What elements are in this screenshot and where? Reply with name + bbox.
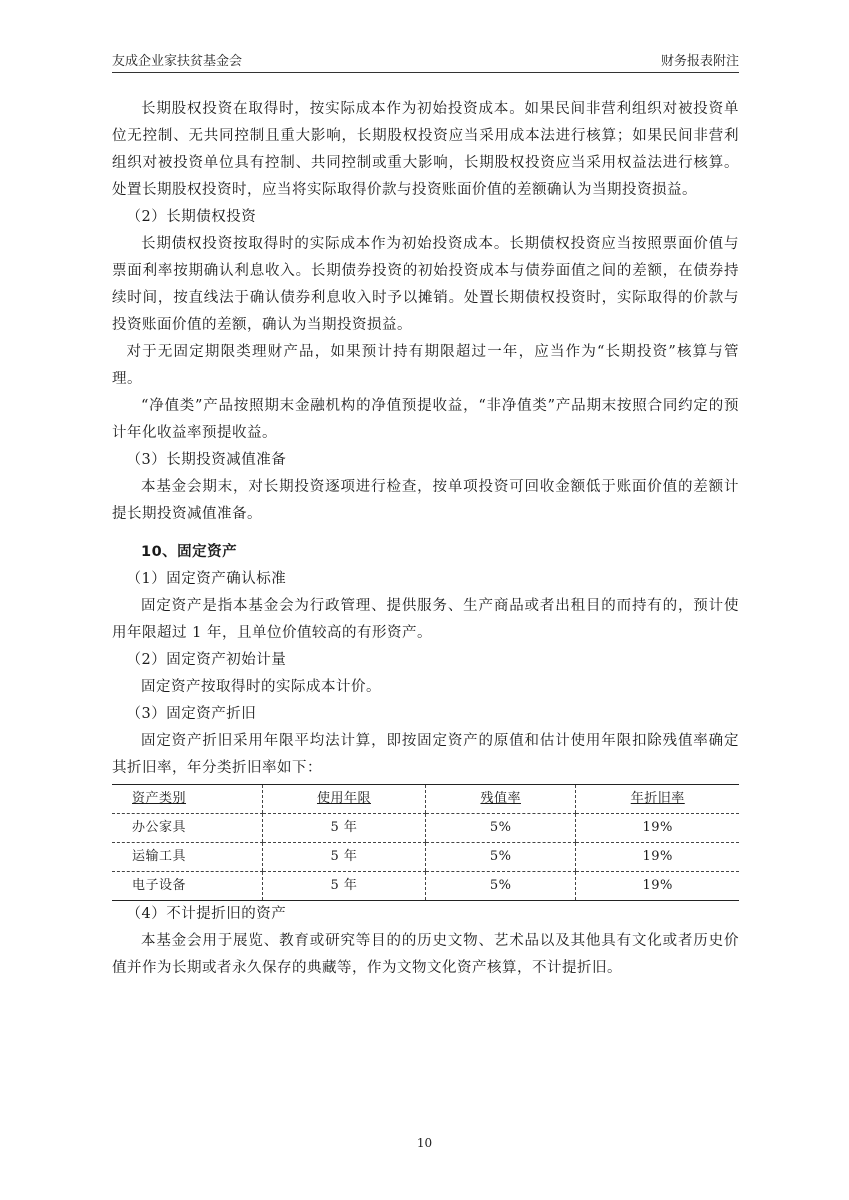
paragraph-wealth-products: 对于无固定期限类理财产品，如果预计持有期限超过一年，应当作为“长期投资”核算与管理。 (112, 344, 739, 387)
header-doc-section: 财务报表附注 (660, 54, 739, 69)
heading-debt-investment: （2）长期债权投资 (126, 209, 257, 225)
heading-non-depreciable: （4）不计提折旧的资产 (126, 906, 287, 922)
paragraph-recognition: 固定资产是指本基金会为行政管理、提供服务、生产商品或者出租目的而持有的，预计使用年限超过 1 年，且单位价值较高的有形资产。 (112, 598, 739, 641)
header-org-name: 友成企业家扶贫基金会 (112, 54, 243, 69)
table-cell: 5 年 (262, 843, 425, 872)
paragraph-equity-investment: 长期股权投资在取得时，按实际成本作为初始投资成本。如果民间非营利组织对被投资单位无控制、无共同控制且重大影响，长期股权投资应当采用成本法进行核算；如果民间非营利组织对被投资单位具有控制、共同控制或重大影响，长期股权投资应当采用权益法进行核算。处置长期股权投资时，应当将实际取得价款与投资账面价值的差额确认为当期投资损益。 (112, 101, 739, 198)
table-cell: 5% (425, 872, 575, 901)
paragraph-net-value-products: “净值类”产品按照期末金融机构的净值预提收益，“非净值类”产品期末按照合同约定的预计年化收益率预提收益。 (112, 398, 739, 441)
heading-depreciation: （3）固定资产折旧 (126, 706, 257, 722)
table-header-cell: 残值率 (425, 785, 575, 814)
table-cell: 5 年 (262, 814, 425, 843)
table-cell: 5 年 (262, 872, 425, 901)
table-header-cell: 年折旧率 (576, 785, 739, 814)
paragraph-impairment: 本基金会期末，对长期投资逐项进行检查，按单项投资可回收金额低于账面价值的差额计提长期投资减值准备。 (112, 479, 739, 522)
heading-recognition: （1）固定资产确认标准 (126, 571, 287, 587)
paragraph-non-depreciable: 本基金会用于展览、教育或研究等目的的历史文物、艺术品以及其他具有文化或者历史价值并作为长期或者永久保存的典藏等，作为文物文化资产核算，不计提折旧。 (112, 933, 739, 976)
page-header (112, 50, 739, 73)
table-header-row (112, 785, 739, 814)
table-cell: 电子设备 (112, 872, 262, 901)
paragraph-debt-investment: 长期债权投资按取得时的实际成本作为初始投资成本。长期债权投资应当按照票面价值与票面利率按期确认利息收入。长期债券投资的初始投资成本与债券面值之间的差额，在债券持续时间，按直线法于确认债券利息收入时予以摊销。处置长期债权投资时，实际取得的价款与投资账面价值的差额，确认为当期投资损益。 (112, 236, 739, 333)
depreciation-rate-table (112, 784, 739, 901)
table-cell: 5% (425, 814, 575, 843)
table-cell: 19% (576, 814, 739, 843)
heading-initial-measurement: （2）固定资产初始计量 (126, 652, 287, 668)
table-row (112, 872, 739, 901)
page-number: 10 (416, 1136, 433, 1150)
table-header-cell: 使用年限 (262, 785, 425, 814)
table-cell: 5% (425, 843, 575, 872)
paragraph-depreciation: 固定资产折旧采用年限平均法计算，即按固定资产的原值和估计使用年限扣除残值率确定其折旧率，年分类折旧率如下： (112, 733, 739, 776)
table-row (112, 814, 739, 843)
heading-impairment: （3）长期投资减值准备 (126, 452, 287, 468)
table-row (112, 843, 739, 872)
page-body (112, 96, 739, 982)
table-cell: 19% (576, 872, 739, 901)
table-cell: 运输工具 (112, 843, 262, 872)
paragraph-initial-measurement: 固定资产按取得时的实际成本计价。 (141, 679, 381, 695)
table-header-cell: 资产类别 (112, 785, 262, 814)
section-title-fixed-assets: 10、固定资产 (141, 544, 238, 560)
table-cell: 19% (576, 843, 739, 872)
table-cell: 办公家具 (112, 814, 262, 843)
